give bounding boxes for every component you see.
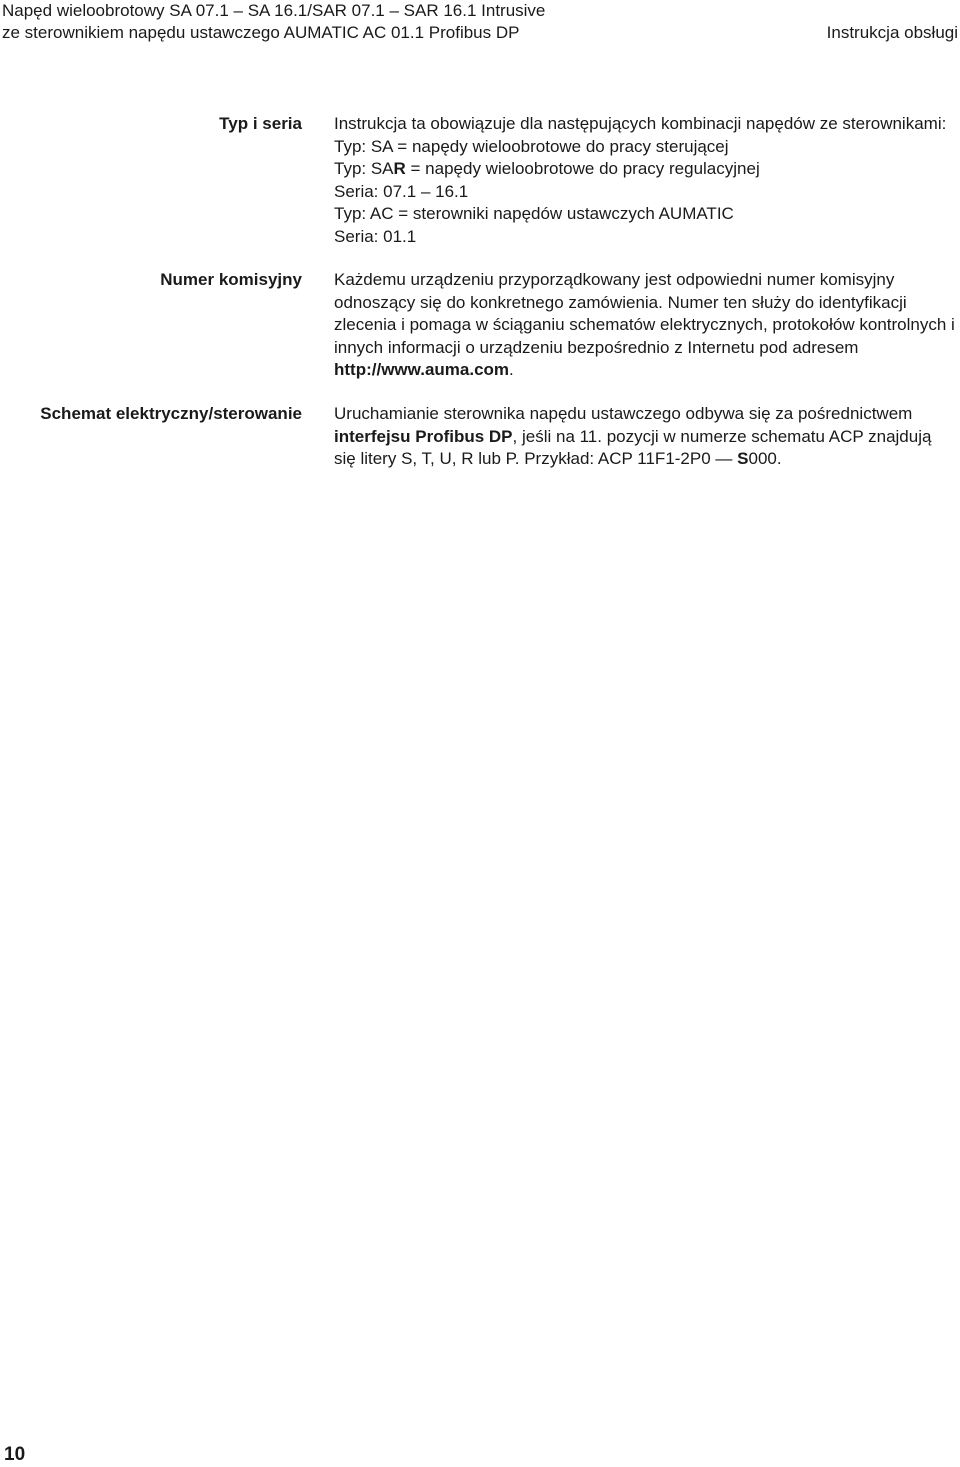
applicability-intro: Instrukcja ta obowiązuje dla następujących kombinacji napędów ze sterownikami:: [334, 114, 947, 133]
section-body-commission-number: [334, 269, 956, 382]
wiring-diagram-paragraph: [334, 403, 956, 471]
controller-series-line: Seria: 01.1: [334, 226, 417, 246]
page-number: 10: [4, 1444, 26, 1465]
header-title-line-1: Napęd wieloobrotowy SA 07.1 – SA 16.1/SAR 07.1 – SAR 16.1 Intrusive: [2, 1, 546, 20]
type-sar-desc: = napędy wieloobrotowe do pracy regulacyjnej: [405, 159, 760, 178]
section-label-wiring-diagram: Schemat elektryczny/sterowanie: [40, 404, 302, 423]
type-sar-bold-r: R: [393, 159, 406, 178]
type-sar-prefix: Typ: SA: [334, 159, 394, 178]
header-title-line-2: ze sterownikiem napędu ustawczego AUMATIC AC 01.1 Profibus DP: [2, 23, 520, 42]
actuator-series-line: Seria: 07.1 – 16.1: [334, 181, 469, 201]
commission-number-text: Każdemu urządzeniu przyporządkowany jest odpowiedni numer komisyjny odnoszący się do konkretnego zamówienia. Numer ten służy do identyfikacji zlecenia i pomaga w ściąganiu schematów elektrycznych, protokołów kontrolnych i innych informacji o urządzeniu bezpośrednio z Internetu pod adresem: [334, 270, 955, 357]
acp-bold-letter: S: [737, 449, 749, 468]
section-label-commission-number: Numer komisyjny: [160, 270, 302, 289]
wiring-text-end: 000.: [748, 449, 782, 468]
commission-number-paragraph: [334, 269, 956, 382]
header-title: [2, 0, 545, 44]
header-doc-type: Instrukcja obsługi: [826, 23, 958, 42]
type-ac-line: Typ: AC = sterowniki napędów ustawczych AUMATIC: [334, 204, 734, 223]
auma-url-link[interactable]: http://www.auma.com: [334, 360, 510, 379]
type-sa-line: Typ: SA = napędy wieloobrotowe do pracy sterującej: [334, 136, 729, 156]
page-header: [0, 0, 960, 44]
profibus-interface-term: interfejsu Profibus DP: [334, 426, 513, 446]
type-sar-line: [334, 158, 956, 181]
wiring-text-start: Uruchamianie sterownika napędu ustawczego odbywa się za pośrednictwem: [334, 404, 913, 423]
section-label-type-and-series: Typ i seria: [219, 114, 302, 133]
wiring-text-mid: , jeśli na 11. pozycji w numerze schematu ACP znajdują się litery S, T, U, R lub P. Przykład: ACP 11F1-2P0 —: [334, 426, 932, 468]
section-body-type-and-series: [334, 113, 956, 248]
section-body-wiring-diagram: [334, 403, 956, 471]
commission-number-end: .: [509, 360, 514, 379]
